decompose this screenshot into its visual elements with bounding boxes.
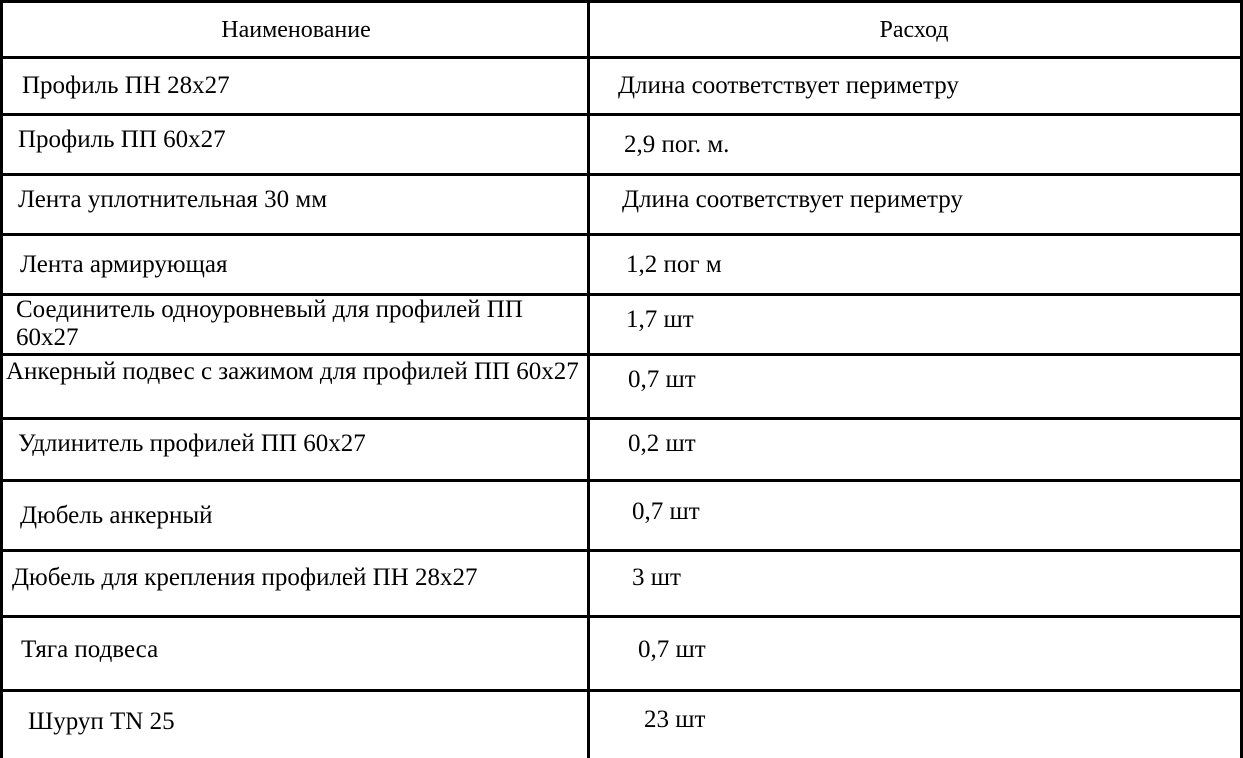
cell-name: Анкерный подвес с зажимом для профилей ПП 60х27 (6, 358, 579, 385)
table-row (0, 618, 1243, 689)
cell-consumption: 0,7 шт (628, 366, 696, 393)
cell-name: Тяга подвеса (21, 636, 159, 663)
table-row (0, 482, 1243, 549)
cell-name: Шуруп TN 25 (28, 708, 175, 735)
cell-consumption: 23 шт (644, 706, 706, 733)
cell-consumption: 3 шт (632, 564, 681, 591)
table-row (0, 552, 1243, 615)
cell-name: Лента армирующая (20, 250, 228, 278)
cell-consumption: 0,2 шт (628, 430, 696, 457)
cell-consumption: Длина соответствует периметру (618, 72, 959, 99)
cell-consumption: Длина соответствует периметру (622, 186, 963, 213)
cell-name: Профиль ПН 28х27 (22, 72, 230, 99)
table-row (0, 176, 1243, 233)
table-row (0, 420, 1243, 479)
cell-consumption: 0,7 шт (632, 498, 700, 525)
header-name: Наименование (221, 16, 371, 43)
cell-name: Профиль ПП 60х27 (18, 126, 226, 153)
cell-consumption: 2,9 пог. м. (624, 130, 730, 158)
table-row (0, 692, 1243, 758)
cell-name: Дюбель для крепления профилей ПН 28х27 (12, 564, 478, 591)
cell-consumption: 0,7 шт (638, 636, 706, 663)
cell-name: Соединитель одноуровневый для профилей ПП 60х27 (16, 296, 523, 351)
cell-name: Удлинитель профилей ПП 60х27 (18, 430, 366, 457)
table-row (0, 236, 1243, 293)
cell-name: Дюбель анкерный (20, 501, 213, 529)
table-row (0, 116, 1243, 173)
cell-name: Лента уплотнительная 30 мм (18, 186, 328, 213)
table-row (0, 356, 1243, 417)
cell-consumption: 1,2 пог м (626, 250, 722, 278)
table-row (0, 59, 1243, 113)
header-consumption: Расход (879, 16, 949, 43)
cell-consumption: 1,7 шт (626, 306, 694, 333)
table-header-row (0, 3, 1243, 56)
table-row (0, 296, 1243, 353)
